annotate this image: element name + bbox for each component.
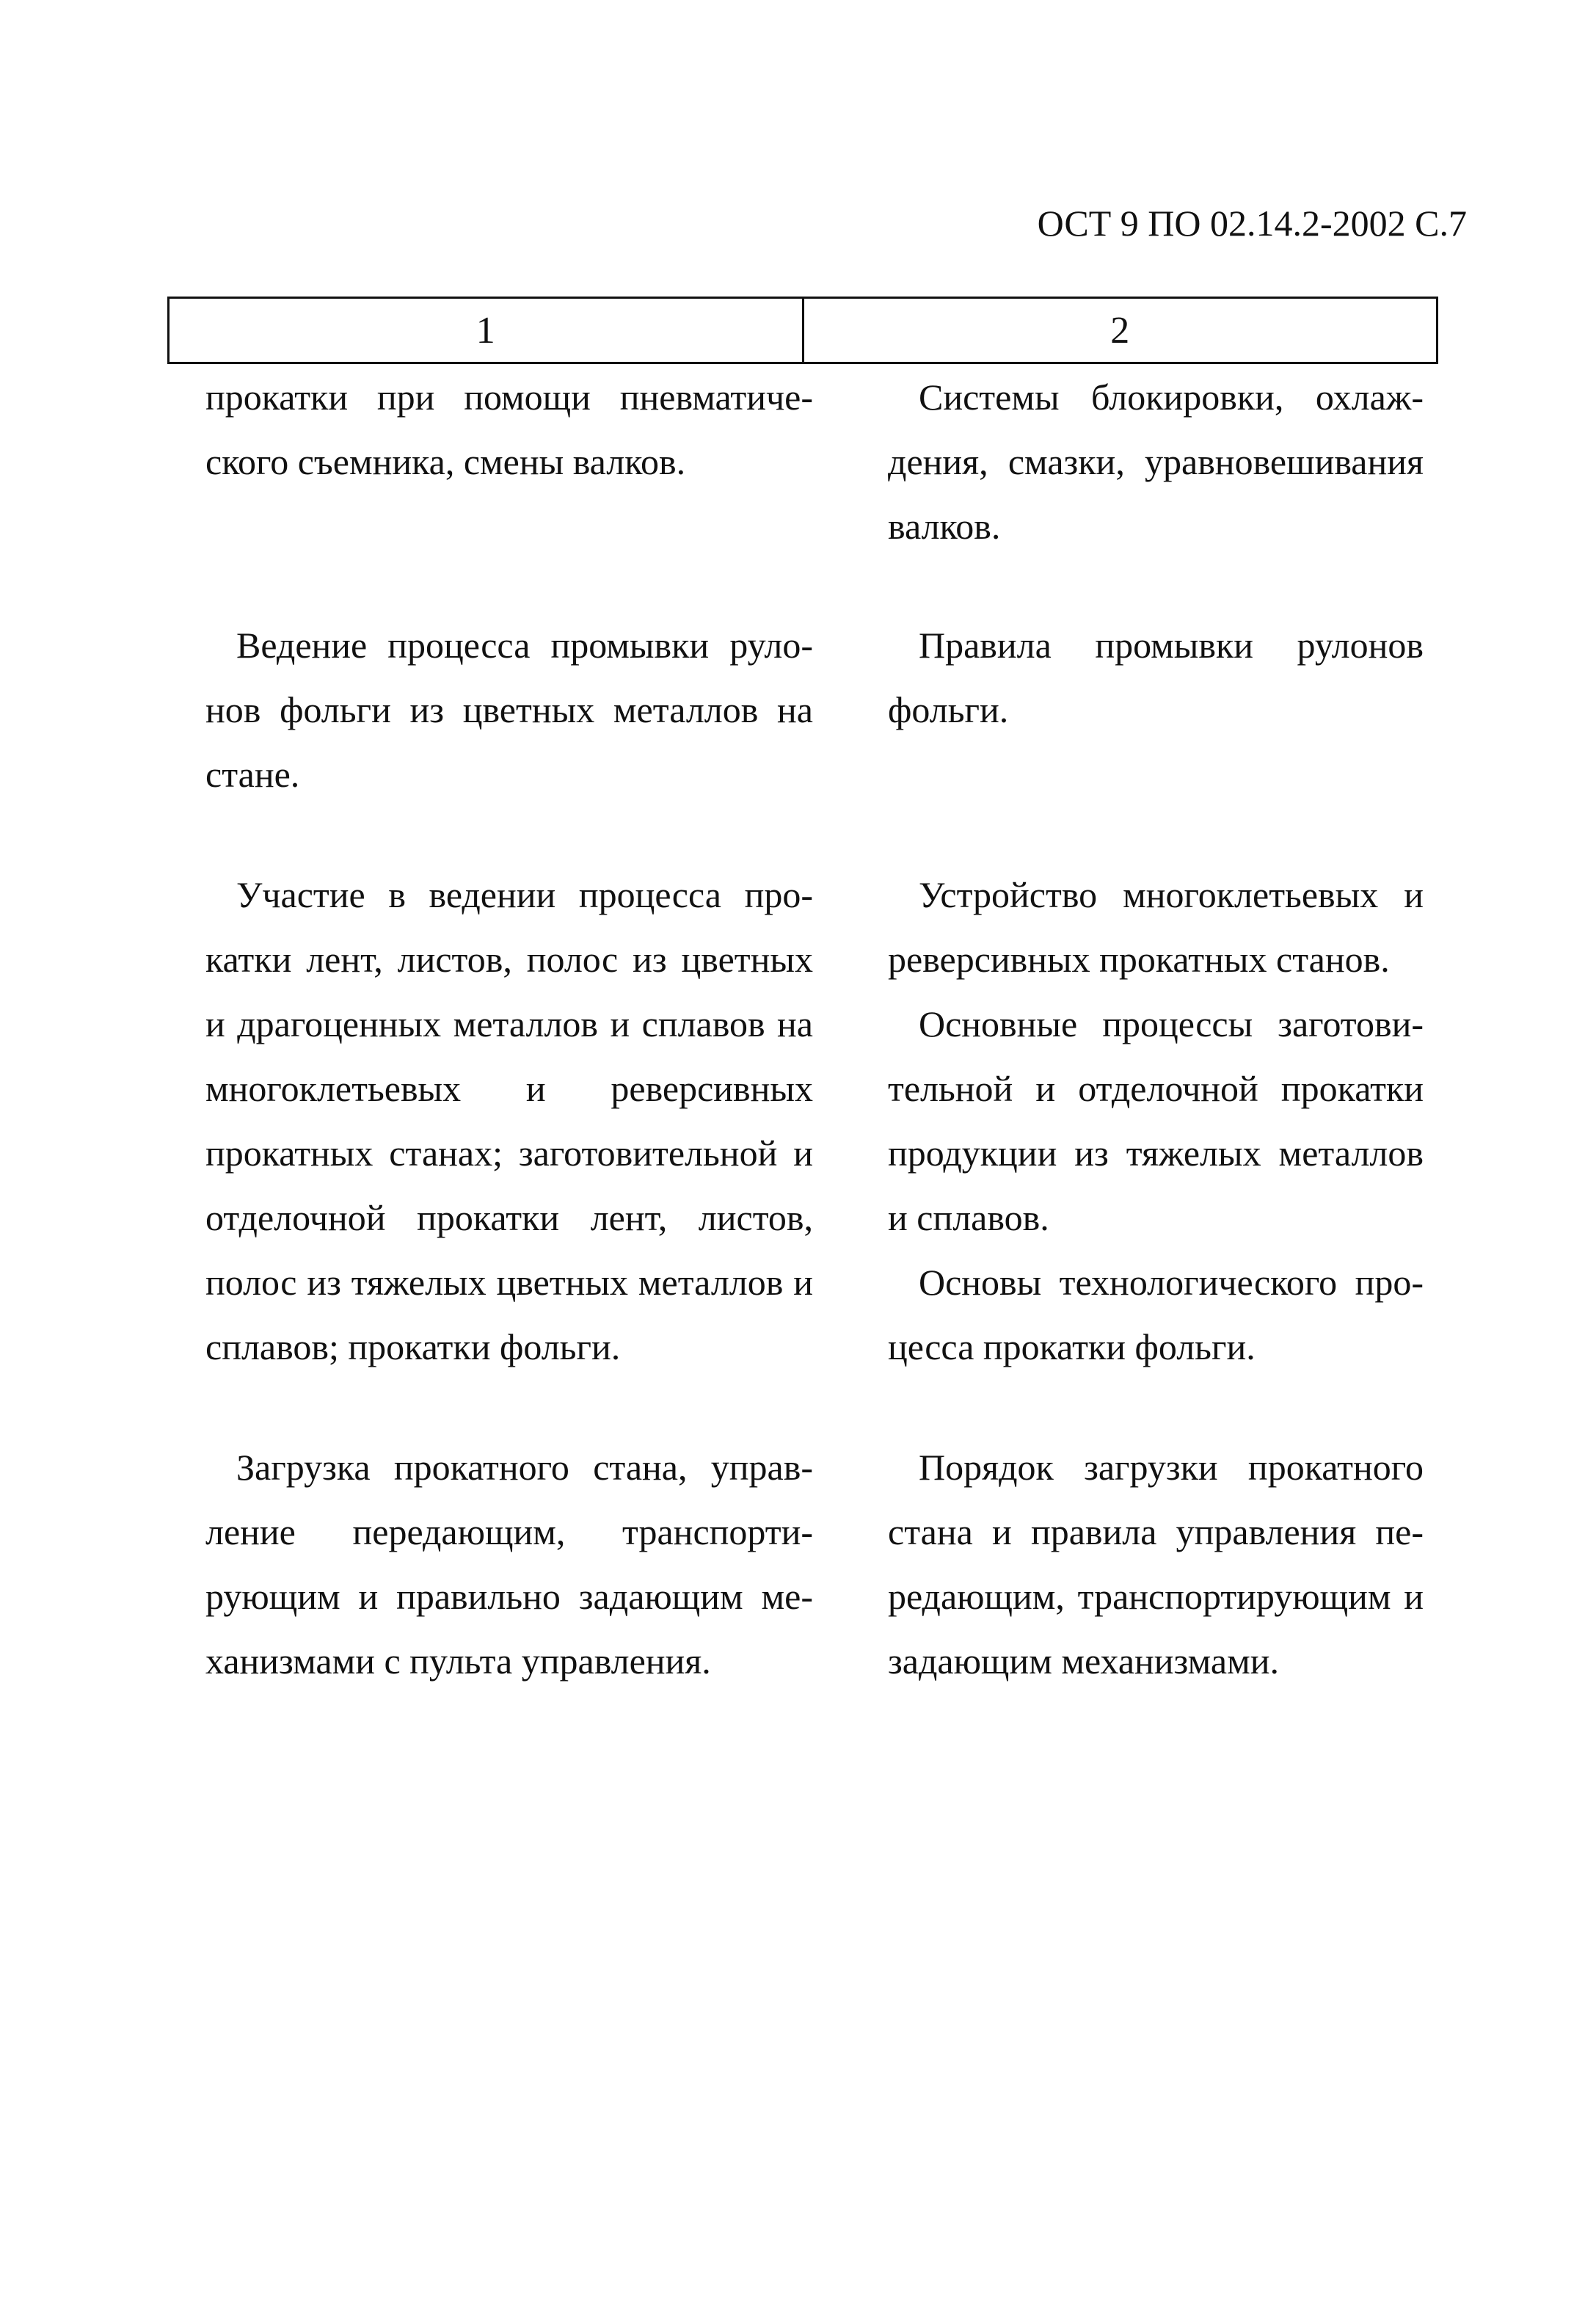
knowledge-row-3a: Устройство многоклетьевых и реверсивных прокатных станов.: [888, 874, 1424, 980]
knowledge-row-1: Системы блокировки, охлаж-дения, смазки, уравновешивания валков.: [888, 377, 1424, 547]
skill-row-4: Загрузка прокатного стана, управ-ление передающим, транспорти-рующим и правильно задающим ме-ханизмами с пульта управления.: [205, 1447, 813, 1682]
knowledge-row-2: Правила промывки рулонов фольги.: [888, 625, 1424, 730]
column-header-2: 2: [802, 299, 1437, 362]
knowledge-row-3c: Основы технологического про-цесса прокатки фольги.: [888, 1262, 1424, 1367]
knowledge-row-3b: Основные процессы заготови-тельной и отделочной прокатки продукции из тяжелых металлов и сплавов.: [888, 1003, 1424, 1238]
skill-row-3: Участие в ведении процесса про-катки лент, листов, полос из цветных и драгоценных металлов и сплавов на многоклетьевых и реверсивных прокатных станах; заготовительной и отделочной прокатки лент, листов, полос из тяжелых цветных металлов и сплавов; прокатки фольги.: [205, 874, 813, 1367]
skill-row-1: прокатки при помощи пневматиче-ского съемника, смены валков.: [205, 377, 813, 482]
knowledge-row-4: Порядок загрузки прокатного стана и правила управления пе-редающим, транспортирующим и задающим механизмами.: [888, 1447, 1424, 1682]
skill-row-2: Ведение процесса промывки руло-нов фольги из цветных металлов на стане.: [205, 625, 813, 795]
column-header-row: [167, 297, 1438, 364]
column-header-1: 1: [475, 309, 495, 352]
page-header: ОСТ 9 ПО 02.14.2-2002 С.7: [1037, 203, 1467, 244]
